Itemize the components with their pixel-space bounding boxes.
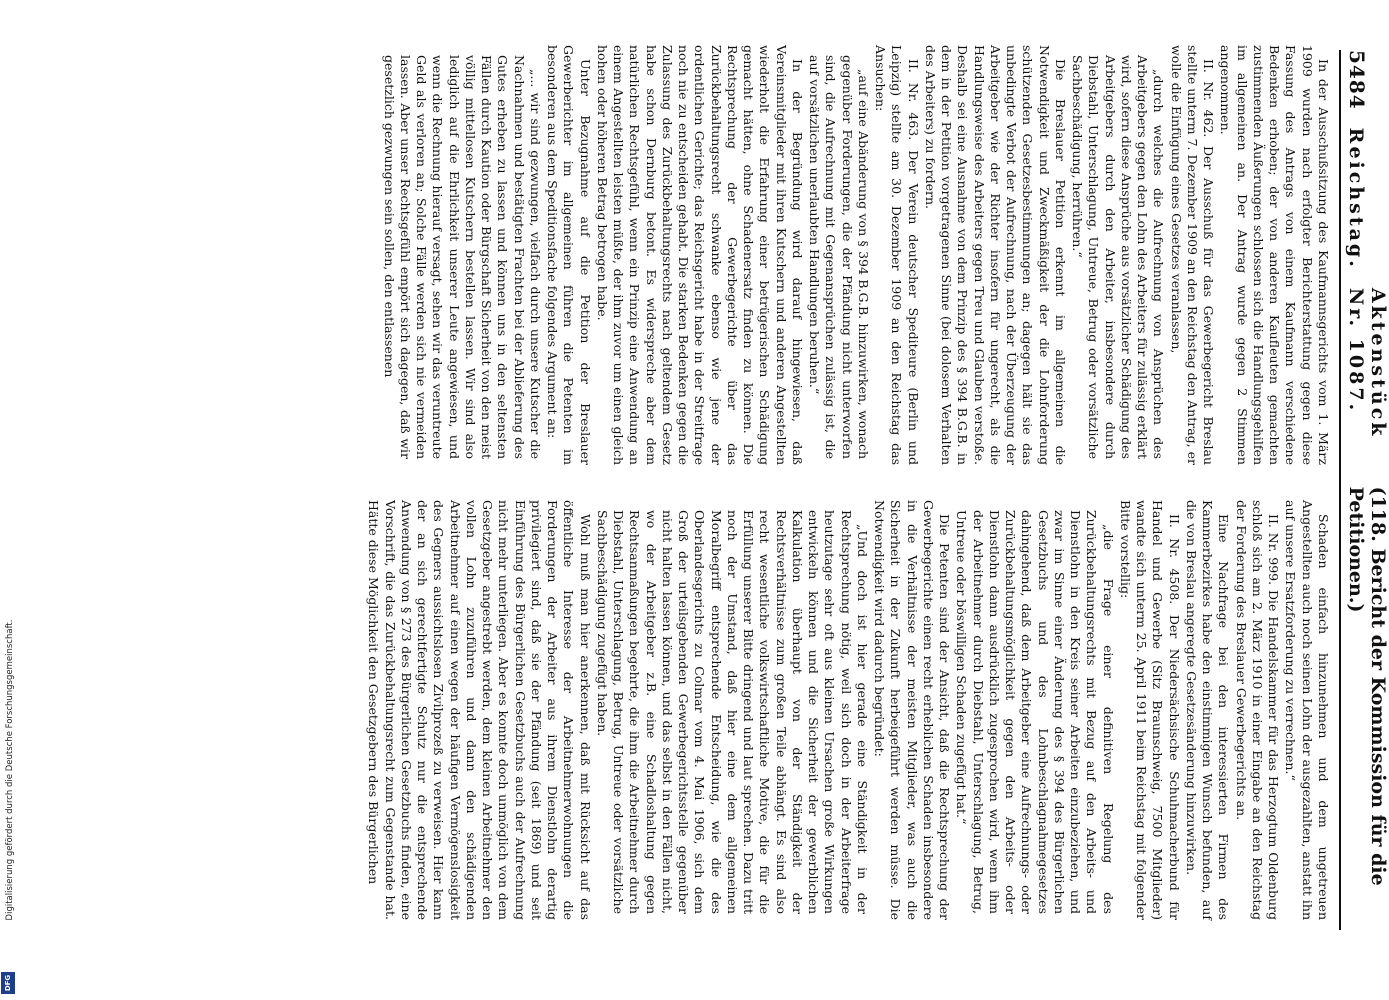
section-title: Reichstag.	[1345, 127, 1367, 270]
text-column-left	[41, 45, 1331, 465]
paragraph: In der Begründung wird darauf hingewiesen, daß Vereinsmitglieder mit ihren Kutschern und anderen Angestellten wiederholt die Erfahrung einer betrügerischen Schädigung gemacht hätten, ohne Schadenersatz finden zu können. Die Rechtsprechung der Gewerbegerichte über das Zurückbehaltungsrecht schwanke ebenso wie jene der ordentlichen Gerichte; das Reichsgericht habe in der Streitfrage noch nie zu entscheiden gehabt. Die starken Bedenken gegen die Zulassung des Zurückbehaltungsrechts nach geltendem Gesetz habe schon Dernburg betont. Es widerspreche aber dem natürlichen Rechtsgefühl, wenn ein Prinzip eine Anwendung an einem Angestellten leisten müßte, der ihm zuvor um einen gleich hohen oder höheren Betrag betrogen habe.	[595, 45, 805, 465]
dfg-logo	[1, 972, 15, 994]
paragraph: Die Breslauer Petition erkennt im allgemeinen die Notwendigkeit und Zweckmäßigkeit der die Lohnforderung schützenden Gesetzesbestimmungen an; dagegen hält sie das unbedingte Verbot der Aufrechnung, nach der Überzeugung der Arbeitgeber wie der Richter insofern für ungerecht, als die Handlungsweise des Arbeiters gegen Treu und Glauben verstoße. Deshalb sei eine Ausnahme von dem Prinzip des § 394 B.G.B. in dem in der Petition vorgetragenen Sinne (bei dolosem Verhalten des Arbeiters) zu fordern.	[923, 45, 1068, 465]
report-title: (118. Bericht der Kommission für die Petitionen.)	[1345, 486, 1389, 886]
paragraph: „auf eine Abänderung von § 394 B.G.B. hinzuwirken, wonach gegenüber Forderungen, die der Pfändung nicht unterworfen sind, die Aufrechnung mit Gegenansprüchen zulässig ist, die auf vorsätzlichen unerlaubten Handlungen beruhen.“	[807, 55, 871, 459]
paragraph: „durch welches die Aufrechnung von Ansprüchen des Arbeitgebers gegen den Lohn des Arbeiters für zulässig erklärt wird, sofern diese Ansprüche aus vorsätzlicher Schädigung des Arbeitgebers durch den Arbeiter, insbesondere durch Diebstahl, Unterschlagung, Untreue, Betrug oder vorsätzliche Sachbeschädigung, herrühren.“	[1070, 55, 1167, 459]
paragraph: Schaden einfach hinzunehmen und dem ungetreuen Angestellten auch noch seinen Lohn der ausgezahlten, anstatt ihn auf unsere Ersatzforderung zu verrechnen.“	[1283, 500, 1331, 920]
dfg-logo-label: DFG	[4, 974, 12, 992]
paragraph: Wohl muß man hier anerkennen, daß mit Rücksicht auf das öffentliche Interesse der Arbeitnehmerwohnungen die Forderungen der Arbeiter aus ihrem Dienstlohn derartig privilegiert sind, daß sie der Pfändung (seit 1869) und seit Einführung des Bürgerlichen Gesetzbuchs auch der Aufrechnung nicht mehr unterliegen. Aber es konnte doch unmöglich von dem Gesetzgeber angestrebt werden, dem kleinen Arbeitnehmer den vollen Lohn zuzuführen und dann den schädigenden Arbeitnehmer auf einen wegen der häufigen Vermögenslosigkeit des Gegners aussichtslosen Zivilprozeß zu verweisen. Hier kann der an sich gerechtfertigte Schutz nur die entsprechende Anwendung von § 273 des Bürgerlichen Gesetzbuchs finden, eine Vorschrift, die das Zurückbehaltungsrecht zum Gegenstande hat. Hätte diese Möglichkeit den Gesetzgebern des Bürgerlichen	[366, 500, 593, 920]
paragraph: Unter Bezugnahme auf die Petition der Breslauer Gewerberichter im allgemeinen führen die Petenten im besonderen aus dem Speditionsfache folgendes Argument an:	[545, 45, 593, 465]
paragraph: „Und doch ist hier gerade eine Ständigkeit in der Rechtsprechung nötig, weil sich doch in der Arbeiterfrage heutzutage sehr oft aus kleinen Ursachen große Wirkungen entwickeln können und die Sicherheit der gewerblichen Kalkulation überhaupt von der Ständigkeit der Rechtsverhältnisse zum großen Teile abhängt. Es sind also recht wesentliche volkswirtschaftliche Motive, die für die Erfüllung unserer Bitte dringend und laut sprechen. Dazu tritt noch der Umstand, daß hier eine dem allgemeinen Moralbegriff entsprechende Entscheidung, wie die des Oberlandesgerichts zu Colmar vom 4. Mai 1906, sich dem Groß der urteilsgebenden Gewerbegerichtsstelle gegenüber nicht halten lassen können, und das selbst in den Fällen nicht, wo der Arbeitgeber z.B. eine Schadloshaltung gegen Rechtsanmaßungen begehrte, die ihm die Arbeitnehmer durch Diebstahl, Unterschlagung, Betrug, Untreue oder vorsätzliche Sachbeschädigung zugefügt haben.	[595, 510, 870, 914]
paragraph: Die Petenten sind der Ansicht, daß die Rechtsprechung der Gewerbegerichte einen recht erheblichen Schaden insbesondere in die Verhältnisse der meisten Mitglieder, was auch die Sicherheit in der Zukunft herbeigeführt werden müsse. Die Notwendigkeit wird dadurch begründet:	[872, 500, 953, 920]
paragraph: „... wir sind gezwungen, vielfach durch unsere Kutscher die Nachnahmen und bestätigten Frachten bei der Ablieferung des Gutes erheben zu lassen und können uns in den seltensten Fällen durch Kaution oder Bürgschaft Sicherheit von den meist völlig mittellosen Kutschern bestellen lassen. Wir sind also lediglich auf die Ehrlichkeit unserer Leute angewiesen, und wenn die Rechnung hierauf versagt, sehen wir das veruntreute Geld als verloren an; Solche Fälle werden sich nie vermeiden lassen. Aber unser Rechtsgefühl empört sich dagegen, daß wir gesetzlich gezwungen sein sollen, den entlassenen	[381, 55, 543, 459]
page-header	[1339, 50, 1389, 930]
paragraph: II. Nr. 462. Der Ausschuß für das Gewerbegericht Breslau stellte unterm 7. Dezember 1909 an den Reichstag den Antrag, er wolle die Einfügung eines Gesetzes veranlassen,	[1168, 45, 1217, 465]
digitization-credit: Digitalisierung gefördert durch die Deutsche Forschungsgemeinschaft.	[5, 619, 15, 921]
paragraph: „die Frage einer definitiven Regelung des Zurückbehaltungsrechts mit Bezug auf den Arbeits- und Dienstlohn in den Kreis seiner Arbeiten einzubeziehen, und zwar im Sinne einer Änderung des § 394 des Bürgerlichen Gesetzbuchs und des Lohnbeschlagnahmegesetzes dahingehend, daß dem Arbeitgeber eine Aufrechnungs- oder Zurückbehaltungsmöglichkeit gegen den Arbeits- oder Dienstlohn dann ausdrücklich zugesprochen wird, wenn ihm der Arbeitnehmer durch Diebstahl, Unterschlagung, Betrug, Untreue oder böswilligen Schaden zugefügt hat.“	[954, 510, 1116, 914]
paragraph: Eine Nachfrage bei den interessierten Firmen des Kammerbezirkes habe den einstimmigen Wunsch befunden, auf die von Breslau angeregte Gesetzesänderung hinzuwirken.	[1184, 500, 1232, 920]
page-number: 5484	[1345, 50, 1369, 110]
text-column-right	[41, 500, 1331, 920]
paragraph: II. Nr. 999. Die Handelskammer für das Herzogtum Oldenburg schloß sich am 2. März 1910 in einer Eingabe an den Reichstag der Forderung des Breslauer Gewerbegerichts an.	[1233, 500, 1282, 920]
paragraph: II. Nr. 4508. Der Niedersächsische Schuhmacherbund für Handel und Gewerbe (Sitz Braunschweig, 7500 Mitglieder) wandte sich unterm 25. April 1911 beim Reichstag mit folgender Bitte vorstellig:	[1118, 500, 1182, 920]
document-number: Aktenstück Nr. 1087.	[1345, 287, 1389, 439]
digitization-sidebar	[6, 560, 14, 980]
paragraph: In der Ausschußsitzung des Kaufmannsgerichts vom 1. März 1909 wurden nach erfolgter Berichterstattung gegen diese Fassung des Antrags von einem Kaufmann verschiedene Bedenken erhoben; der von anderen Kaufleuten gemachten zustimmenden Äußerungen schlossen sich die Handlungsgehilfen im allgemeinen an. Der Antrag wurde gegen 2 Stimmen angenommen.	[1218, 45, 1331, 465]
paragraph: II. Nr. 463. Der Verein deutscher Spediteure (Berlin und Leipzig) stellte am 30. Dezember 1909 an den Reichstag das Ansuchen:	[873, 45, 921, 465]
